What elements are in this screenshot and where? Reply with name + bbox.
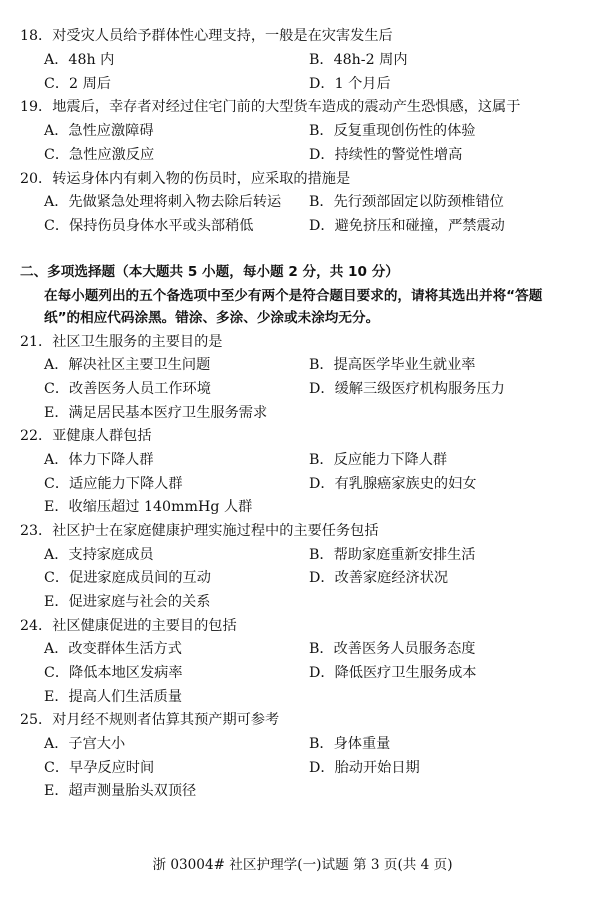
question-21-option-b: B．提高医学毕业生就业率 xyxy=(309,357,476,373)
question-25-option-d: D．胎动开始日期 xyxy=(309,760,420,776)
question-23-option-e: E．促进家庭与社会的关系 xyxy=(44,594,211,610)
section-2-instruction-line-2: 纸”的相应代码涂黑。错涂、多涂、少涂或未涂均无分。 xyxy=(44,310,380,326)
question-21-option-a: A．解决社区主要卫生问题 xyxy=(44,357,211,373)
question-22-option-e: E．收缩压超过 140mmHg 人群 xyxy=(44,499,253,515)
question-22-option-c: C．适应能力下降人群 xyxy=(44,476,183,492)
question-21-stem: 21．社区卫生服务的主要目的是 xyxy=(20,334,223,350)
question-18-option-c: C．2 周后 xyxy=(44,76,111,92)
question-19-option-d: D．持续性的警觉性增高 xyxy=(309,147,463,163)
question-18-option-a: A．48h 内 xyxy=(44,52,115,68)
question-23-option-d: D．改善家庭经济状况 xyxy=(309,570,449,586)
question-23-option-b: B．帮助家庭重新安排生活 xyxy=(309,547,476,563)
page-footer: 浙 03004# 社区护理学(一)试题 第 3 页(共 4 页) xyxy=(152,857,453,873)
section-2-instruction-line-1: 在每小题列出的五个备选项中至少有两个是符合题目要求的，请将其选出并将“答题 xyxy=(44,288,543,304)
question-25-option-b: B．身体重量 xyxy=(309,736,391,752)
question-22-option-b: B．反应能力下降人群 xyxy=(309,452,448,468)
question-18-stem: 18．对受灾人员给予群体性心理支持，一般是在灾害发生后 xyxy=(20,28,393,44)
question-20-option-a: A．先做紧急处理将刺入物去除后转运 xyxy=(44,194,282,210)
question-23-option-a: A．支持家庭成员 xyxy=(44,547,154,563)
section-2-heading: 二、多项选择题（本大题共 5 小题，每小题 2 分，共 10 分） xyxy=(20,264,399,280)
question-23-option-c: C．促进家庭成员间的互动 xyxy=(44,570,211,586)
question-18-option-d: D．1 个月后 xyxy=(309,76,391,92)
question-20-stem: 20．转运身体内有刺入物的伤员时，应采取的措施是 xyxy=(20,171,351,187)
question-20-option-b: B．先行颈部固定以防颈椎错位 xyxy=(309,194,504,210)
question-25-stem: 25．对月经不规则者估算其预产期可参考 xyxy=(20,712,280,728)
question-24-option-b: B．改善医务人员服务态度 xyxy=(309,641,476,657)
question-24-option-d: D．降低医疗卫生服务成本 xyxy=(309,665,477,681)
question-18-option-b: B．48h-2 周内 xyxy=(309,52,408,68)
question-24-stem: 24．社区健康促进的主要目的包括 xyxy=(20,618,237,634)
question-24-option-e: E．提高人们生活质量 xyxy=(44,689,183,705)
question-22-stem: 22．亚健康人群包括 xyxy=(20,428,152,444)
question-22-option-d: D．有乳腺癌家族史的妇女 xyxy=(309,476,477,492)
question-19-stem: 19．地震后，幸存者对经过住宅门前的大型货车造成的震动产生恐惧感，这属于 xyxy=(20,99,521,115)
question-24-option-c: C．降低本地区发病率 xyxy=(44,665,183,681)
question-19-option-c: C．急性应激反应 xyxy=(44,147,155,163)
question-22-option-a: A．体力下降人群 xyxy=(44,452,154,468)
question-21-option-e: E．满足居民基本医疗卫生服务需求 xyxy=(44,405,268,421)
question-20-option-c: C．保持伤员身体水平或头部稍低 xyxy=(44,218,254,234)
question-25-option-a: A．子宫大小 xyxy=(44,736,126,752)
question-20-option-d: D．避免挤压和碰撞，严禁震动 xyxy=(309,218,505,234)
question-23-stem: 23．社区护士在家庭健康护理实施过程中的主要任务包括 xyxy=(20,523,379,539)
question-25-option-c: C．早孕反应时间 xyxy=(44,760,155,776)
question-24-option-a: A．改变群体生活方式 xyxy=(44,641,182,657)
question-25-option-e: E．超声测量胎头双顶径 xyxy=(44,783,197,799)
question-19-option-a: A．急性应激障碍 xyxy=(44,123,154,139)
question-19-option-b: B．反复重现创伤性的体验 xyxy=(309,123,476,139)
question-21-option-c: C．改善医务人员工作环境 xyxy=(44,381,211,397)
question-21-option-d: D．缓解三级医疗机构服务压力 xyxy=(309,381,505,397)
